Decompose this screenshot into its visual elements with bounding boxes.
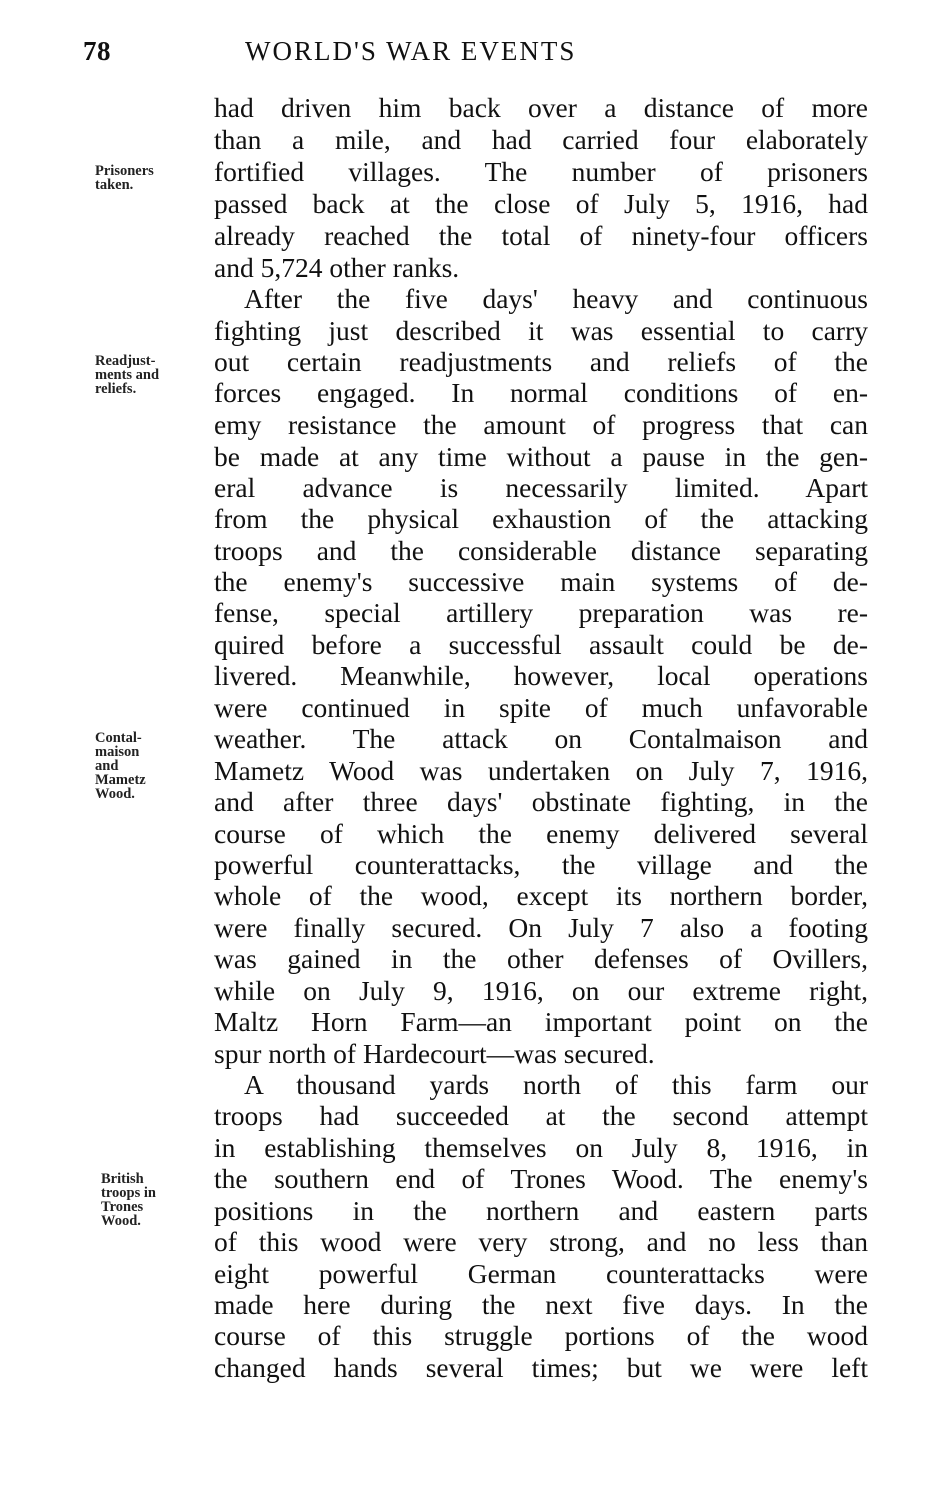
text-line: fense, special artillery preparation was re- xyxy=(214,597,868,628)
margin-note-contalmaison xyxy=(95,731,205,801)
text-line: were finally secured. On July 7 also a footing xyxy=(214,912,868,943)
text-line: changed hands several times; but we were left xyxy=(214,1352,868,1383)
text-line: powerful counterattacks, the village and the xyxy=(214,849,868,880)
page-number: 78 xyxy=(83,36,111,66)
margin-note-line: Wood. xyxy=(95,786,135,802)
text-line: troops and the considerable distance separating xyxy=(214,535,868,566)
text-line: forces engaged. In normal conditions of en- xyxy=(214,377,868,408)
margin-note-line: Prisoners xyxy=(95,163,154,179)
margin-note-line: troops in xyxy=(101,1185,156,1201)
running-title: WORLD'S WAR EVENTS xyxy=(245,36,577,66)
text-line: course of which the enemy delivered several xyxy=(214,818,868,849)
text-line: troops had succeeded at the second attempt xyxy=(214,1100,868,1131)
text-line: had driven him back over a distance of more xyxy=(214,92,868,123)
margin-note-line: Wood. xyxy=(101,1213,141,1229)
text-line: Maltz Horn Farm—an important point on the xyxy=(214,1006,868,1037)
text-line: eight powerful German counterattacks were xyxy=(214,1258,868,1289)
text-line: Mametz Wood was undertaken on July 7, 1916, xyxy=(214,755,868,786)
margin-note-line: Contal- xyxy=(95,730,142,746)
text-line: course of this struggle portions of the wood xyxy=(214,1320,868,1351)
text-line: livered. Meanwhile, however, local operations xyxy=(214,660,868,691)
margin-note-line: Trones xyxy=(101,1199,144,1215)
text-line: while on July 9, 1916, on our extreme right, xyxy=(214,975,868,1006)
text-line: the enemy's successive main systems of de- xyxy=(214,566,868,597)
paragraph-start-line: A thousand yards north of this farm our xyxy=(244,1069,868,1100)
margin-note-line: ments and xyxy=(95,367,160,383)
paragraph-start-line: After the five days' heavy and continuous xyxy=(244,283,868,314)
margin-note-line: Mametz xyxy=(95,772,146,788)
text-line: from the physical exhaustion of the attacking xyxy=(214,503,868,534)
margin-note-line: British xyxy=(101,1171,144,1187)
text-line: were continued in spite of much unfavorable xyxy=(214,692,868,723)
text-line: of this wood were very strong, and no less than xyxy=(214,1226,868,1257)
text-line: in establishing themselves on July 8, 1916, in xyxy=(214,1132,868,1163)
margin-note-prisoners-taken xyxy=(95,164,205,192)
margin-note-line: Readjust- xyxy=(95,353,156,369)
text-line: quired before a successful assault could be de- xyxy=(214,629,868,660)
text-line: positions in the northern and eastern parts xyxy=(214,1195,868,1226)
text-line: the southern end of Trones Wood. The enemy's xyxy=(214,1163,868,1194)
page-header xyxy=(0,36,950,76)
text-line: eral advance is necessarily limited. Apart xyxy=(214,472,868,503)
text-line: be made at any time without a pause in the gen- xyxy=(214,441,868,472)
margin-note-line: and xyxy=(95,758,119,774)
text-line: emy resistance the amount of progress that can xyxy=(214,409,868,440)
text-line: already reached the total of ninety-four officers xyxy=(214,220,868,251)
text-line: and after three days' obstinate fighting, in the xyxy=(214,786,868,817)
text-line: weather. The attack on Contalmaison and xyxy=(214,723,868,754)
text-line: was gained in the other defenses of Ovillers, xyxy=(214,943,868,974)
text-line: passed back at the close of July 5, 1916, had xyxy=(214,188,868,219)
text-line: than a mile, and had carried four elaborately xyxy=(214,124,868,155)
margin-note-readjustments xyxy=(95,354,205,396)
text-line: whole of the wood, except its northern border, xyxy=(214,880,868,911)
margin-note-line: maison xyxy=(95,744,140,760)
margin-note-british-troops xyxy=(101,1172,211,1228)
text-line: and 5,724 other ranks. xyxy=(214,252,460,283)
margin-note-line: reliefs. xyxy=(95,381,137,397)
margin-note-line: taken. xyxy=(95,177,134,193)
text-line: made here during the next five days. In the xyxy=(214,1289,868,1320)
text-line: fighting just described it was essential to carry xyxy=(214,315,868,346)
text-line: fortified villages. The number of prisoners xyxy=(214,156,868,187)
text-line: out certain readjustments and reliefs of the xyxy=(214,346,868,377)
text-line: spur north of Hardecourt—was secured. xyxy=(214,1038,655,1069)
